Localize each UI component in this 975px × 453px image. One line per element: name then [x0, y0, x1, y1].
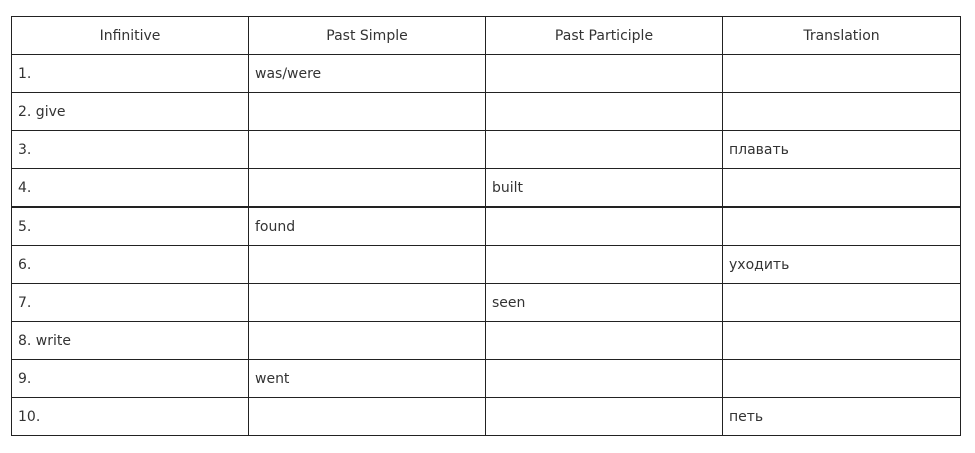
cell-past-participle: [486, 93, 723, 131]
table-row: [12, 398, 961, 436]
cell-infinitive: 5.: [12, 207, 249, 246]
cell-infinitive: 1.: [12, 55, 249, 93]
cell-past-simple: [249, 398, 486, 436]
cell-past-simple: [249, 131, 486, 169]
cell-translation: петь: [723, 398, 961, 436]
irregular-verbs-table: [11, 16, 961, 436]
cell-past-participle: [486, 360, 723, 398]
cell-translation: уходить: [723, 246, 961, 284]
cell-infinitive: 3.: [12, 131, 249, 169]
table-row: [12, 131, 961, 169]
table-body: [12, 55, 961, 436]
cell-translation: [723, 55, 961, 93]
table-row: [12, 246, 961, 284]
cell-past-participle: seen: [486, 284, 723, 322]
cell-past-simple: [249, 322, 486, 360]
table-row: [12, 360, 961, 398]
cell-past-simple: [249, 246, 486, 284]
cell-infinitive: 8. write: [12, 322, 249, 360]
cell-past-simple: [249, 284, 486, 322]
table-row: [12, 93, 961, 131]
cell-translation: [723, 360, 961, 398]
header-infinitive: Infinitive: [12, 17, 249, 55]
cell-past-participle: [486, 131, 723, 169]
header-past-participle: Past Participle: [486, 17, 723, 55]
cell-past-participle: [486, 398, 723, 436]
table-row: [12, 169, 961, 208]
cell-past-participle: built: [486, 169, 723, 208]
cell-past-participle: [486, 322, 723, 360]
table-row: [12, 322, 961, 360]
cell-infinitive: 10.: [12, 398, 249, 436]
cell-translation: [723, 169, 961, 208]
verb-table-container: [11, 16, 960, 436]
table-row: [12, 284, 961, 322]
cell-past-simple: [249, 169, 486, 208]
table-header-row: [12, 17, 961, 55]
cell-translation: [723, 207, 961, 246]
cell-past-simple: [249, 93, 486, 131]
cell-past-participle: [486, 207, 723, 246]
cell-infinitive: 7.: [12, 284, 249, 322]
cell-past-simple: went: [249, 360, 486, 398]
cell-translation: [723, 284, 961, 322]
cell-past-participle: [486, 55, 723, 93]
cell-past-simple: was/were: [249, 55, 486, 93]
table-row: [12, 207, 961, 246]
cell-past-simple: found: [249, 207, 486, 246]
header-translation: Translation: [723, 17, 961, 55]
cell-translation: [723, 93, 961, 131]
cell-infinitive: 2. give: [12, 93, 249, 131]
cell-past-participle: [486, 246, 723, 284]
cell-translation: [723, 322, 961, 360]
cell-infinitive: 4.: [12, 169, 249, 208]
cell-infinitive: 6.: [12, 246, 249, 284]
cell-infinitive: 9.: [12, 360, 249, 398]
header-past-simple: Past Simple: [249, 17, 486, 55]
table-row: [12, 55, 961, 93]
cell-translation: плавать: [723, 131, 961, 169]
